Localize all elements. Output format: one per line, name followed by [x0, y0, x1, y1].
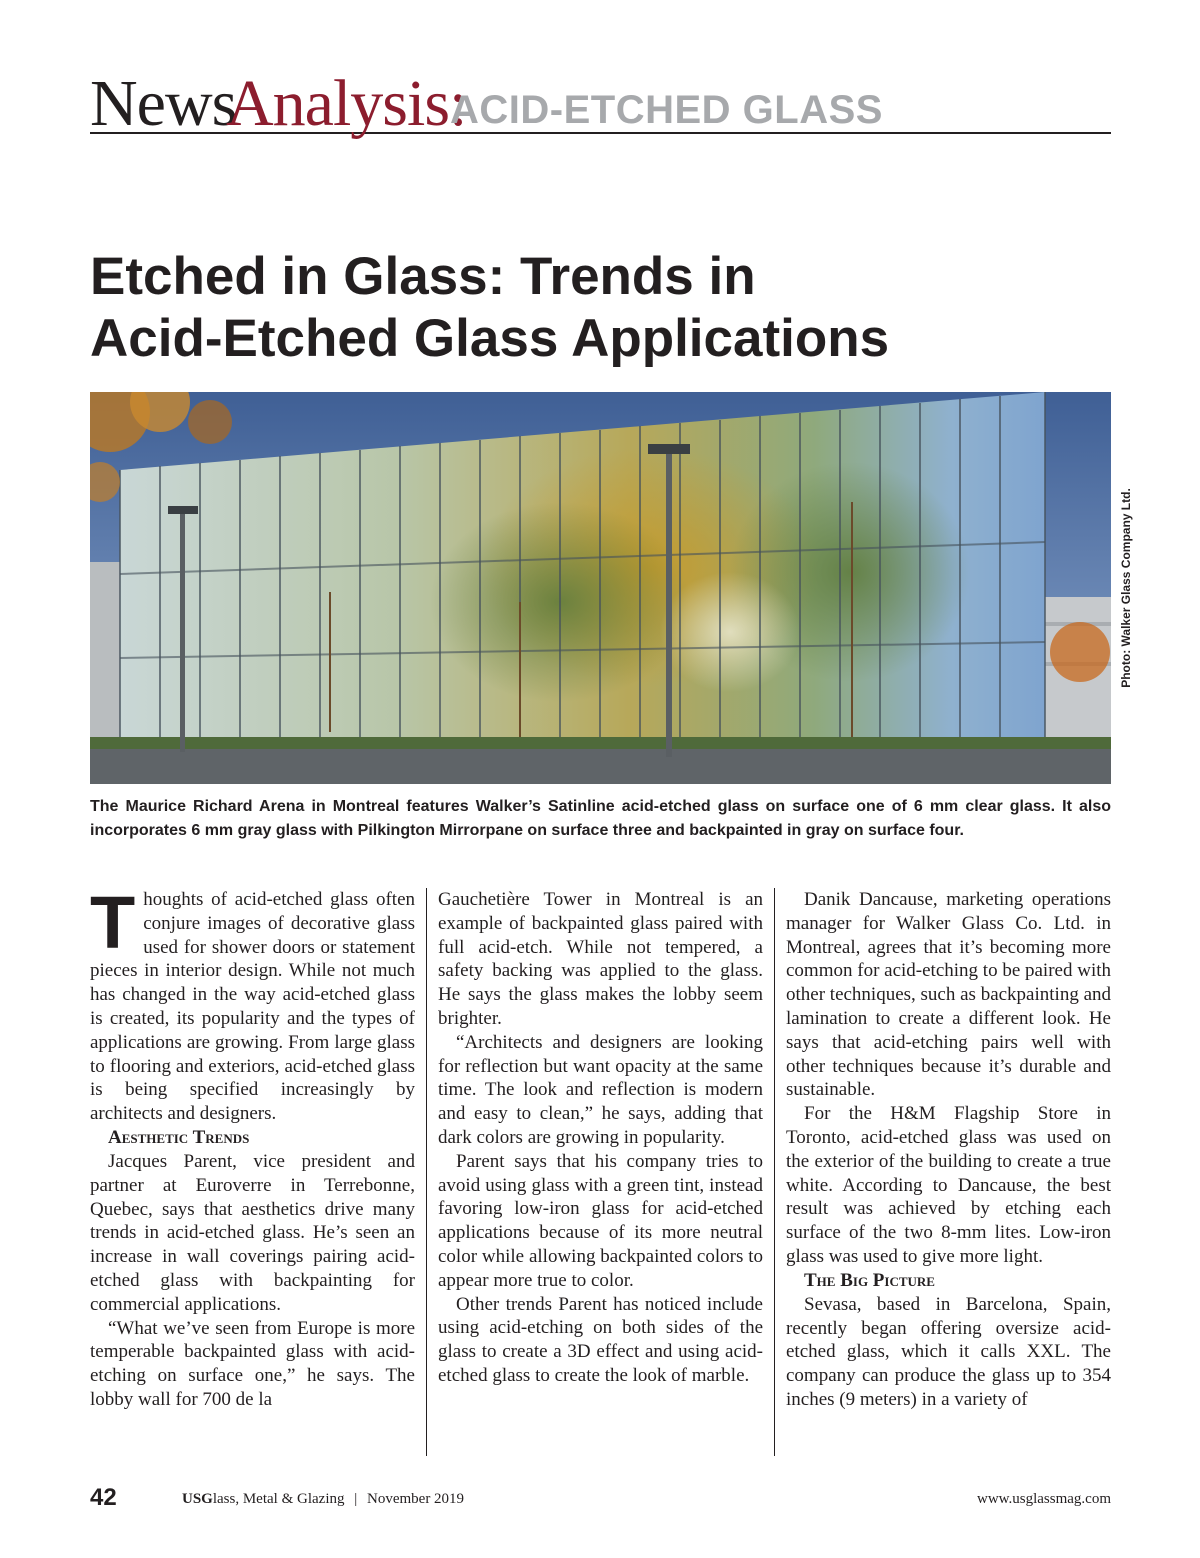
- publication-name-rest: lass, Metal & Glazing: [212, 1491, 345, 1507]
- header-topic: ACID-ETCHED GLASS: [450, 88, 883, 132]
- body-column-1: [90, 881, 415, 1412]
- column-rule-1: [426, 888, 427, 1456]
- paragraph-10: Sevasa, based in Barcelona, Spain, recently began offering oversize acid-etched glass, which it calls XXL. The company can produce the glass up to 354 inches (9 meters) in a variety of: [786, 1293, 1111, 1410]
- subhead-aesthetic-trends: Aesthetic Trends: [108, 1126, 250, 1148]
- footer-separator: |: [354, 1491, 358, 1507]
- drop-cap: T: [90, 881, 136, 964]
- article-title: [90, 246, 1110, 370]
- column-rule-2: [774, 888, 775, 1456]
- footer-issue: November 2019: [367, 1491, 465, 1507]
- paragraph-7: Other trends Parent has noticed include using acid-etching on both sides of the glass to create a 3D effect and using acid-etched glass to create the look of marble.: [438, 1293, 763, 1386]
- title-line-2: Acid-Etched Glass Applications: [90, 309, 890, 368]
- header-news: News: [90, 67, 237, 140]
- footer-url[interactable]: www.usglassmag.com: [976, 1491, 1111, 1507]
- arena-facade-image: [90, 392, 1111, 784]
- subhead-big-picture: The Big Picture: [804, 1269, 935, 1291]
- section-header: [90, 67, 1111, 140]
- body-column-2: [438, 888, 763, 1388]
- paragraph-8: Danik Dancause, marketing operations manager for Walker Glass Co. Ltd. in Montreal, agrees that it’s becoming more common for acid-etching to be paired with other techniques, such as backpainting and lamination to create a different look. He says that acid-etching pairs well with other techniques because it’s durable and sustainable.: [786, 889, 1112, 1101]
- title-line-1: Etched in Glass: Trends in: [90, 247, 756, 306]
- article-photo: [90, 392, 1111, 784]
- photo-credit-text: Photo: Walker Glass Company Ltd.: [1119, 488, 1133, 688]
- paragraph-3: “What we’ve seen from Europe is more temperable backpainted glass with acid-etching on surface one,” he says. The lobby wall for 700 de la: [90, 1317, 415, 1410]
- paragraph-9: For the H&M Flagship Store in Toronto, acid-etched glass was used on the exterior of the building to create a true white. According to Dancause, the best result was achieved by etching each surface of the two 8-mm lites. Low-iron glass was used to give more light.: [786, 1103, 1111, 1267]
- paragraph-4: Gauchetière Tower in Montreal is an example of backpainted glass paired with full acid-etch. While not tempered, a safety backing was applied to the glass. He says the glass makes the lobby seem brighter.: [438, 889, 763, 1029]
- photo-credit: [1117, 392, 1135, 784]
- photo-caption: The Maurice Richard Arena in Montreal features Walker’s Satinline acid-etched glass on surface one of 6 mm clear glass. It also incorporates 6 mm gray glass with Pilkington Mirrorpane on surface three and backpainted in gray on surface four.: [90, 798, 1111, 839]
- header-analysis: Analysis:: [226, 67, 467, 140]
- body-column-3: [786, 888, 1111, 1412]
- paragraph-2: Jacques Parent, vice president and partner at Euroverre in Terrebonne, Quebec, says that aesthetics drive many trends in acid-etched glass. He’s seen an increase in wall coverings pairing acid-etched glass with backpainting for commercial applications.: [90, 1150, 415, 1315]
- footer-publication: [182, 1488, 464, 1510]
- paragraph-5: “Architects and designers are looking for reflection but want opacity at the same time. The look and reflection is modern and easy to clean,” he says, adding that dark colors are growing in popularity.: [438, 1031, 763, 1148]
- page-number: 42: [90, 1484, 117, 1511]
- paragraph-6: Parent says that his company tries to avoid using glass with a green tint, instead favoring low-iron glass for acid-etched applications because of its more neutral color while allowing backpainted colors to appear more true to color.: [438, 1150, 763, 1291]
- paragraph-1-text: houghts of acid-etched glass often conjure images of decorative glass used for shower doors or statement pieces in interior design. While not much has changed in the way acid-etched glass is created, its popularity and the types of applications are growing. From large glass to flooring and exteriors, acid-etched glass is being specified increasingly by architects and designers.: [90, 889, 415, 1125]
- publication-name-bold: USG: [182, 1491, 213, 1507]
- paragraph-1: [90, 881, 415, 1126]
